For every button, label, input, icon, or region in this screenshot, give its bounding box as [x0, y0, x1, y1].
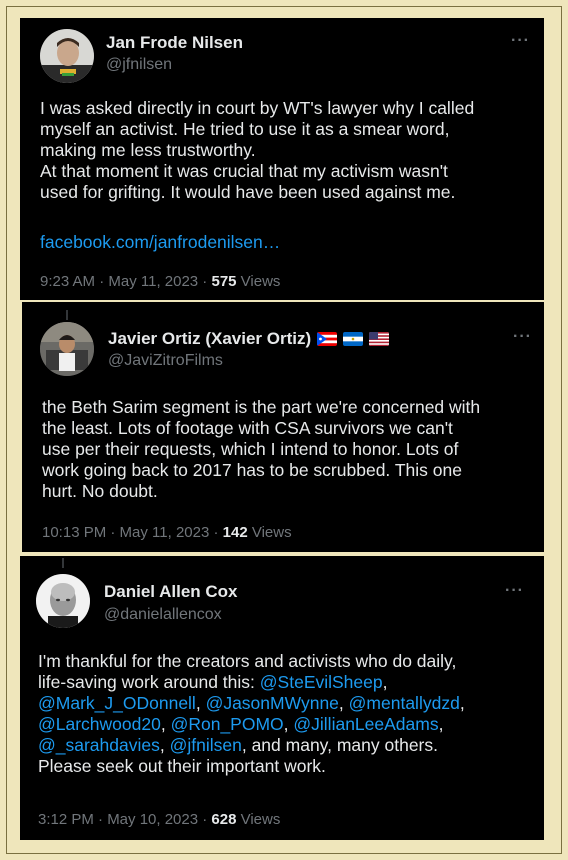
text-segment: , — [160, 714, 171, 734]
tweet-link[interactable]: facebook.com/janfrodenilsen… — [40, 232, 281, 252]
view-count: 628 — [211, 811, 237, 828]
views-label: Views — [236, 273, 281, 290]
timestamp[interactable]: 9:23 AM · May 11, 2023 · — [40, 273, 212, 290]
tweet-javizitrofilms[interactable] — [22, 302, 544, 552]
tweet-meta — [40, 273, 280, 290]
mention-link[interactable]: @JasonMWynne — [205, 693, 339, 713]
mention-link[interactable]: @mentallydzd — [348, 693, 460, 713]
views-label: Views — [236, 811, 281, 828]
timestamp[interactable]: 3:12 PM · May 10, 2023 · — [38, 811, 212, 828]
avatar[interactable] — [36, 574, 90, 628]
views-label: Views — [247, 524, 292, 541]
view-count: 142 — [222, 524, 248, 541]
more-options-icon[interactable]: ··· — [511, 32, 530, 49]
thread-line — [66, 310, 68, 320]
tweet-text-line: At that moment it was crucial that my activism wasn't — [40, 161, 448, 181]
puerto-rico-flag-icon — [317, 332, 337, 346]
tweet-text-line: hurt. No doubt. — [42, 481, 158, 501]
avatar[interactable] — [40, 322, 94, 376]
tweet-text-line — [38, 672, 465, 693]
mention-link[interactable]: @Larchwood20 — [38, 714, 161, 734]
text-segment: , and many, many others. — [241, 735, 439, 755]
tweet-text-line — [38, 693, 465, 714]
tweet-text-line: I was asked directly in court by WT's lawyer why I called — [40, 98, 475, 118]
nicaragua-flag-icon — [343, 332, 363, 346]
tweet-meta — [42, 524, 292, 541]
tweet-text-line — [38, 735, 465, 756]
mention-link[interactable]: @JillianLeeAdams — [293, 714, 439, 734]
handle[interactable]: @danielallencox — [104, 606, 222, 623]
tweet-jfnilsen[interactable] — [20, 18, 544, 300]
mention-link[interactable]: @SteEvilSheep — [259, 672, 383, 692]
avatar[interactable] — [40, 29, 94, 83]
text-segment: , — [195, 693, 206, 713]
more-options-icon[interactable]: ··· — [513, 328, 532, 345]
tweet-text-line: Please seek out their important work. — [38, 756, 326, 776]
text-segment: , — [159, 735, 170, 755]
handle[interactable]: @jfnilsen — [106, 56, 173, 73]
tweet-text-line: the least. Lots of footage with CSA survivors we can't — [42, 418, 453, 438]
timestamp[interactable]: 10:13 PM · May 11, 2023 · — [42, 524, 223, 541]
tweet-text-line: use per their requests, which I intend to honor. Lots of — [42, 439, 459, 459]
thread-line — [62, 558, 64, 568]
text-segment: , — [338, 693, 349, 713]
handle[interactable]: @JaviZitroFilms — [108, 352, 223, 369]
tweet-text-line: I'm thankful for the creators and activists who do daily, — [38, 651, 457, 671]
tweet-text-line: the Beth Sarim segment is the part we're concerned with — [42, 397, 481, 417]
tweet-text — [40, 98, 474, 203]
tweet-text-line: work going back to 2017 has to be scrubbed. This one — [42, 460, 462, 480]
tweet-danielallencox[interactable] — [20, 556, 544, 840]
tweet-text — [42, 397, 480, 502]
display-name[interactable]: Jan Frode Nilsen — [106, 33, 243, 52]
tweet-text — [38, 651, 465, 777]
mention-link[interactable]: @jfnilsen — [169, 735, 242, 755]
text-segment: , — [459, 693, 465, 713]
usa-flag-icon — [369, 332, 389, 346]
tweet-meta — [38, 811, 280, 828]
mention-link[interactable]: @Ron_POMO — [170, 714, 284, 734]
mention-link[interactable]: @_sarahdavies — [38, 735, 160, 755]
text-segment: , — [438, 714, 444, 734]
tweet-text-line: used for grifting. It would have been used against me. — [40, 182, 456, 202]
tweet-text-line: myself an activist. He tried to use it as a smear word, — [40, 119, 450, 139]
text-segment: , — [382, 672, 388, 692]
mention-link[interactable]: @Mark_J_ODonnell — [38, 693, 196, 713]
tweet-text-line: making me less trustworthy. — [40, 140, 256, 160]
view-count: 575 — [211, 273, 237, 290]
text-segment: life-saving work around this: — [38, 672, 260, 692]
tweet-text-line — [38, 714, 465, 735]
text-segment: , — [283, 714, 294, 734]
more-options-icon[interactable]: ··· — [505, 582, 524, 599]
display-name[interactable]: Daniel Allen Cox — [104, 582, 238, 601]
display-name[interactable]: Javier Ortiz (Xavier Ortiz) — [108, 329, 312, 348]
